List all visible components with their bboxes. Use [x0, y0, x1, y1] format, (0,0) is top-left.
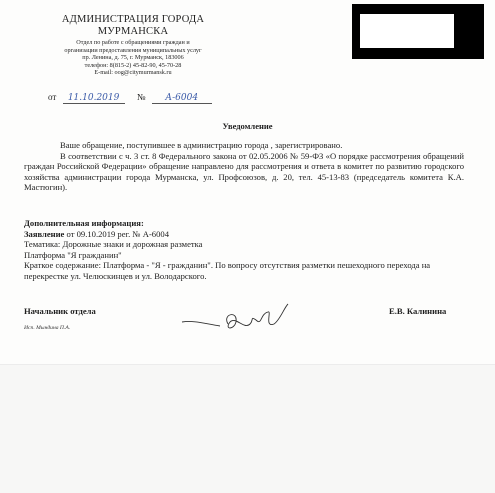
statement-label: Заявление [24, 228, 65, 239]
org-name-line1: АДМИНИСТРАЦИЯ ГОРОДА [61, 14, 205, 25]
topic-line: Тематика: Дорожные знаки и дорожная разметка [24, 239, 203, 249]
summary-line: Краткое содержание: Платформа - "Я - гражданин". По вопросу отсутствия разметки пешеходного перехода на перекрестке ул. Челюскинцев и ул. Володарского. [24, 260, 431, 281]
statement-value: от 09.10.2019 рег. № А-6004 [64, 228, 169, 239]
signer-name: Е.В. Калинина [389, 306, 447, 316]
additional-info [24, 218, 464, 281]
blank-area [0, 365, 495, 493]
outgoing-reference [48, 92, 212, 104]
department-line2: организации предоставления муниципальных услуг [64, 46, 202, 54]
executor-note: Исп. Мындина П.А. [24, 325, 71, 331]
additional-heading: Дополнительная информация: [24, 218, 144, 228]
notice-body [24, 140, 464, 193]
signer-position: Начальник отдела [24, 306, 96, 316]
org-name-line2: МУРМАНСКА [97, 26, 169, 37]
handwritten-signature [180, 300, 300, 340]
paragraph-registered: Ваше обращение, поступившее в администрацию города , зарегистрировано. [60, 140, 343, 150]
document-title: Уведомление [222, 121, 273, 131]
from-label: от [48, 92, 57, 102]
outgoing-number: А-6004 [152, 93, 212, 104]
phone: телефон: 8(815-2) 45-82-90, 45-70-28 [84, 61, 182, 69]
address: пр. Ленина, д. 75, г. Мурманск, 183006 [82, 54, 184, 62]
email: E-mail: oog@citymurmansk.ru [94, 69, 172, 77]
number-label: № [136, 92, 146, 102]
outgoing-date: 11.10.2019 [63, 93, 125, 104]
redaction-window [360, 14, 454, 48]
redaction-box [352, 4, 484, 59]
statement-line [24, 229, 464, 240]
letterhead [28, 14, 238, 77]
paragraph-forwarded: В соответствии с ч. 3 ст. 8 Федерального закона от 02.05.2006 № 59-ФЗ «О порядке рассмотрения обращений граждан Российской Федерации» обращение направлено для рассмотрения и ответа в комитет по развитию городского хозяйства администрации города Мурманска, ул. Профсоюзов, д. 20, тел. 45-13-83 (председатель комитета К.А. Мастюгин). [24, 150, 464, 193]
platform-line: Платформа "Я гражданин" [24, 249, 122, 260]
department-line1: Отдел по работе с обращениями граждан и [76, 39, 190, 46]
